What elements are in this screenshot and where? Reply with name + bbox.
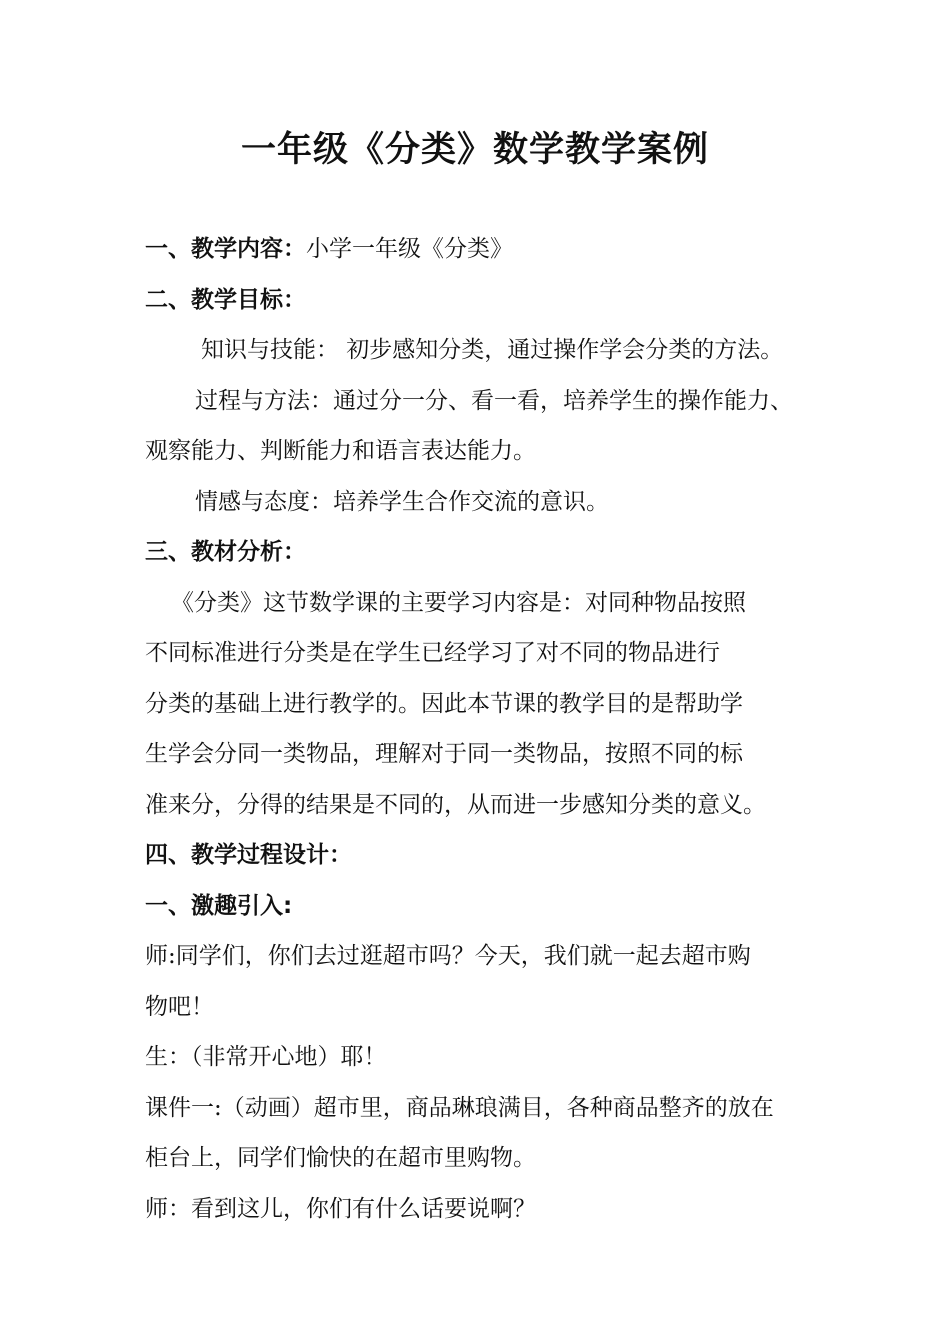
section-heading: 一、教学内容： bbox=[145, 236, 306, 262]
document-title: 一年级《分类》数学教学案例 bbox=[240, 129, 709, 170]
section-heading: 三、教材分析： bbox=[145, 539, 306, 565]
paragraph: 柜台上，同学们愉快的在超市里购物。 bbox=[145, 1145, 536, 1171]
paragraph: 观察能力、判断能力和语言表达能力。 bbox=[145, 438, 536, 464]
paragraph: 师：看到这儿，你们有什么话要说啊？ bbox=[145, 1195, 536, 1222]
paragraph: 准来分，分得的结果是不同的，从而进一步感知分类的意义。 bbox=[145, 791, 766, 818]
paragraph: 《分类》这节数学课的主要学习内容是：对同种物品按照 bbox=[171, 589, 746, 616]
subsection-heading: 一、激趣引入: bbox=[145, 892, 293, 919]
paragraph: 情感与态度：培养学生合作交流的意识。 bbox=[195, 488, 609, 515]
paragraph: 分类的基础上进行教学的。因此本节课的教学目的是帮助学 bbox=[145, 690, 743, 717]
paragraph: 生：（非常开心地）耶！ bbox=[145, 1044, 387, 1070]
section-value: 小学一年级《分类》 bbox=[306, 236, 513, 262]
document-body bbox=[145, 224, 815, 1234]
paragraph: 不同标准进行分类是在学生已经学习了对不同的物品进行 bbox=[145, 640, 720, 666]
paragraph: 过程与方法：通过分一分、看一看，培养学生的操作能力、 bbox=[195, 387, 793, 414]
paragraph: 师:同学们，你们去过逛超市吗？今天，我们就一起去超市购 bbox=[145, 943, 751, 969]
paragraph: 知识与技能： 初步感知分类，通过操作学会分类的方法。 bbox=[201, 337, 784, 363]
section-teaching-content bbox=[145, 224, 815, 275]
section-heading: 二、教学目标： bbox=[145, 286, 306, 313]
paragraph: 生学会分同一类物品，理解对于同一类物品，按照不同的标 bbox=[145, 741, 743, 767]
paragraph: 课件一:（动画）超市里，商品琳琅满目，各种商品整齐的放在 bbox=[145, 1094, 774, 1121]
paragraph: 物吧！ bbox=[145, 993, 214, 1020]
section-heading: 四、教学过程设计： bbox=[145, 842, 352, 868]
